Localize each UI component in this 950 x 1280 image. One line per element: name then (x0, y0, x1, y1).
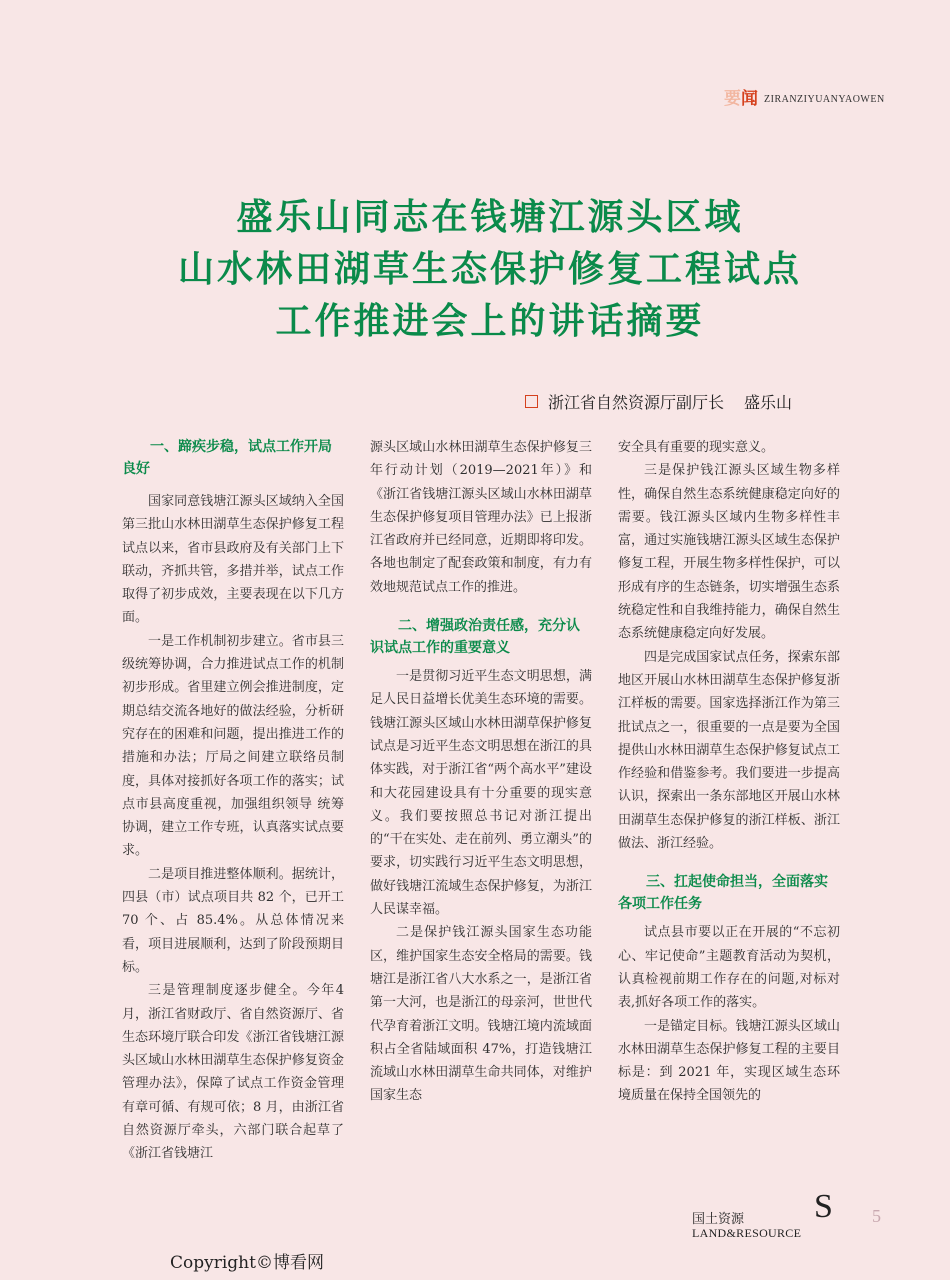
paragraph: 国家同意钱塘江源头区域纳入全国第三批山水林田湖草生态保护修复工程试点以来，省市县政府及有关部门上下联动，齐抓共管，多措并举，试点工作取得了初步成效，主要表现在以下几方面。 (122, 494, 344, 626)
paragraph: 一是工作机制初步建立。省市县三级统筹协调，合力推进试点工作的机制初步形成。省里建立例会推进制度，定期总结交流各地好的做法经验，分析研究存在的困难和问题，提出推进工作的措施和办法；厅局之间建立联络员制度，具体对接抓好各项工作的落实；试点市县高度重视，加强组织领导 统筹协调，建立工作专班，认真落实试点要求。 (122, 633, 344, 859)
section-heading-1: 一、蹄疾步稳，试点工作开局良好 (122, 439, 332, 477)
section-tag-pinyin: ZIRANZIYUANYAOWEN (764, 94, 885, 105)
brand-letter: S (814, 1188, 833, 1225)
paragraph: 试点县市要以正在开展的“不忘初心、牢记使命”主题教育活动为契机，认真检视前期工作存在的问题,对标对表,抓好各项工作的落实。 (618, 925, 840, 1011)
title-line-1: 盛乐山同志在钱塘江源头区域 (236, 197, 744, 238)
title-line-3: 工作推进会上的讲话摘要 (275, 301, 705, 342)
paragraph: 一是贯彻习近平生态文明思想，满足人民日益增长优美生态环境的需要。钱塘江源头区域山水林田湖草保护修复试点是习近平生态文明思想在浙江的具体实践，对于浙江省“两个高水平”建设和大花园建设具有十分重要的现实意义。我们要按照总书记对浙江提出的“干在实处、走在前列、勇立潮头”的要求，切实践行习近平生态文明思想，做好钱塘江流域生态保护修复，为浙江人民谋幸福。 (370, 669, 592, 918)
article-title (100, 192, 880, 348)
author-role: 浙江省自然资源厅副厅长 (548, 393, 725, 412)
brand-chinese: 国土资源 (692, 1212, 745, 1227)
paragraph: 一是锚定目标。钱塘江源头区域山水林田湖草生态保护修复工程的主要目标是：到 2021 年，实现区域生态环境质量在保持全国领先的 (618, 1018, 840, 1104)
paragraph: 三是保护钱江源头区域生物多样性，确保自然生态系统健康稳定向好的需要。钱江源头区域内生物多样性丰富，通过实施钱塘江源头区域生态保护修复工程，开展生物多样性保护，可以形成有序的生态链条，切实增强生态系统稳定性和自我维持能力，确保自然生态系统健康稳定向好发展。 (618, 463, 840, 642)
page-number: 5 (872, 1206, 881, 1226)
author-name: 盛乐山 (744, 393, 793, 412)
section-heading-2: 二、增强政治责任感，充分认识试点工作的重要意义 (370, 618, 580, 657)
author-line (525, 390, 792, 413)
section-tag-char: 闻 (741, 89, 758, 109)
brand-english: LAND&RESOURCE (692, 1226, 802, 1240)
paragraph: 三是管理制度逐步健全。今年4月，浙江省财政厅、省自然资源厅、省生态环境厅联合印发《浙江省钱塘江源头区域山水林田湖草生态保护修复资金管理办法》，保障了试点工作资金管理有章可循、有规可依；8 月，由浙江省自然资源厅牵头，六部门联合起草了《浙江省钱塘江 (122, 983, 344, 1162)
text-column-3 (618, 436, 840, 1108)
title-line-2: 山水林田湖草生态保护修复工程试点 (177, 249, 802, 290)
paragraph: 安全具有重要的现实意义。 (618, 440, 775, 455)
paragraph: 源头区域山水林田湖草生态保护修复三年行动计划（2019—2021年）》和《浙江省钱塘江源头区域山水林田湖草生态保护修复项目管理办法》已上报浙江省政府并已经同意，近期即将印发。各地也制定了配套政策和制度，有力有效地规范试点工作的推进。 (370, 440, 592, 595)
paragraph: 二是项目推进整体顺利。据统计，四县（市）试点项目共 82 个，已开工 70 个、占 85.4%。从总体情况来看，项目进展顺利，达到了阶段预期目标。 (122, 866, 344, 975)
section-header-tag (724, 84, 885, 109)
text-column-1 (122, 436, 344, 1166)
section-tag-light-char: 要 (724, 89, 741, 109)
text-column-2 (370, 436, 592, 1108)
square-bullet-icon (525, 395, 538, 408)
paragraph: 二是保护钱江源头国家生态功能区，维护国家生态安全格局的需要。钱塘江是浙江省八大水系之一，是浙江省第一大河，也是浙江的母亲河，世世代代孕育着浙江文明。钱塘江境内流域面积占全省陆域面积 47%，打造钱塘江流域山水林田湖草生命共同体，对维护国家生态 (370, 925, 592, 1104)
paragraph: 四是完成国家试点任务，探索东部地区开展山水林田湖草生态保护修复浙江样板的需要。国家选择浙江作为第三批试点之一，很重要的一点是要为全国提供山水林田湖草生态保护修复试点工作经验和借鉴参考。我们要进一步提高认识，探索出一条东部地区开展山水林田湖草生态保护修复的浙江样板、浙江做法、浙江经验。 (618, 649, 840, 852)
copyright-notice: Copyright©博看网 (170, 1253, 324, 1273)
section-heading-3: 三、扛起使命担当，全面落实各项工作任务 (618, 874, 828, 913)
